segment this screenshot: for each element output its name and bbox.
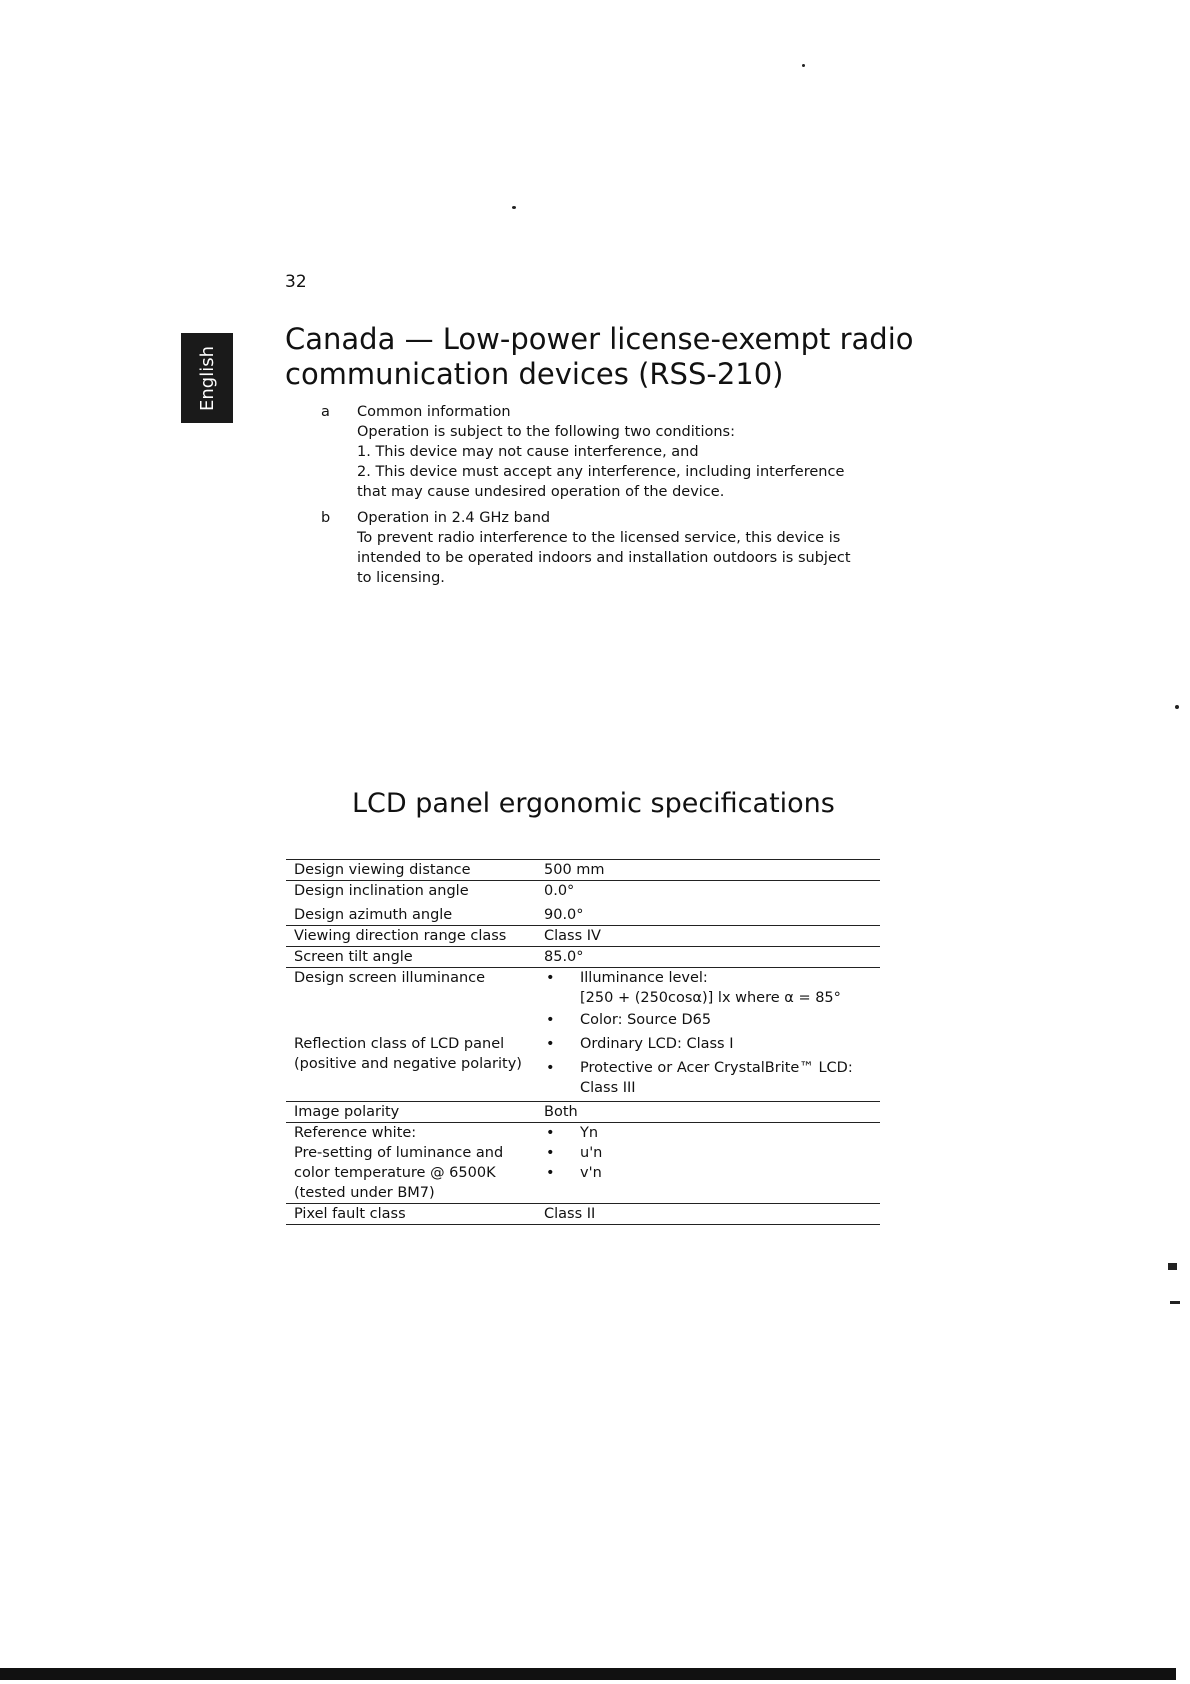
table-row <box>286 947 880 968</box>
page-number: 32 <box>285 272 307 292</box>
scan-speck <box>802 64 805 67</box>
spec-value: Both <box>536 1102 880 1123</box>
spec-label: Image polarity <box>286 1102 536 1123</box>
list-item <box>544 968 872 1008</box>
spec-value: Class IV <box>536 926 880 947</box>
spec-value <box>536 968 880 1031</box>
spec-label: Screen tilt angle <box>286 947 536 968</box>
bullet-text: Illuminance level: <box>580 970 708 986</box>
list-item <box>544 1143 872 1163</box>
list-item <box>544 1163 872 1183</box>
list-item <box>544 1010 872 1030</box>
scan-speck <box>1170 1301 1180 1304</box>
language-side-tab <box>181 333 233 423</box>
spec-value: 0.0° <box>536 881 880 902</box>
spec-label-line: (positive and negative polarity) <box>294 1056 522 1072</box>
spec-label: Pixel fault class <box>286 1204 536 1225</box>
item-line: to licensing. <box>357 570 445 586</box>
bullet-text: Class III <box>580 1080 636 1096</box>
scan-speck <box>1175 705 1179 709</box>
item-letter: a <box>321 404 330 420</box>
item-text <box>357 402 887 502</box>
table-row <box>286 968 880 1031</box>
spec-value: 85.0° <box>536 947 880 968</box>
bullet-text: Yn <box>580 1125 599 1141</box>
spec-value <box>536 1030 880 1102</box>
spec-label-line: Reference white: <box>294 1125 417 1141</box>
list-item <box>544 1034 872 1054</box>
item-letter: b <box>321 510 331 526</box>
lcd-specs-title: LCD panel ergonomic specifications <box>352 788 835 819</box>
canada-section-title <box>285 322 925 392</box>
canada-title-line-2: communication devices (RSS-210) <box>285 357 784 391</box>
item-line: Operation in 2.4 GHz band <box>357 510 551 526</box>
item-line: 1. This device may not cause interference, and <box>357 444 699 460</box>
bottom-rule <box>0 1668 1176 1680</box>
spec-label <box>286 1030 536 1102</box>
spec-label-line: Pre-setting of luminance and <box>294 1145 504 1161</box>
spec-value: 500 mm <box>536 860 880 881</box>
item-line: that may cause undesired operation of the device. <box>357 484 725 500</box>
table-row <box>286 1102 880 1123</box>
spec-label: Design screen illuminance <box>286 968 536 1031</box>
language-side-tab-label: English <box>196 345 218 411</box>
table-row <box>286 926 880 947</box>
spec-value: Class II <box>536 1204 880 1225</box>
canada-title-line-1: Canada — Low-power license-exempt radio <box>285 322 914 356</box>
bullet-text: u'n <box>580 1145 603 1161</box>
item-line: intended to be operated indoors and installation outdoors is subject <box>357 550 851 566</box>
bullet-text: Ordinary LCD: Class I <box>580 1036 734 1052</box>
item-line: 2. This device must accept any interference, including interference <box>357 464 845 480</box>
spec-label: Design viewing distance <box>286 860 536 881</box>
table-row <box>286 860 880 881</box>
item-line: Operation is subject to the following two conditions: <box>357 424 735 440</box>
scan-speck <box>1168 1263 1177 1270</box>
table-row <box>286 881 880 902</box>
table-row <box>286 1030 880 1102</box>
table-row <box>286 1123 880 1204</box>
scan-speck <box>512 206 516 209</box>
table-row <box>286 901 880 926</box>
bullet-text: [250 + (250cosα)] lx where α = 85° <box>580 990 841 1006</box>
list-item <box>544 1058 872 1098</box>
spec-label: Design azimuth angle <box>294 907 453 923</box>
spec-label: Design inclination angle <box>286 881 536 902</box>
item-line: To prevent radio interference to the licensed service, this device is <box>357 530 841 546</box>
spec-label-line: Reflection class of LCD panel <box>294 1036 505 1052</box>
list-item <box>544 1123 872 1143</box>
spec-label: Viewing direction range class <box>286 926 536 947</box>
bullet-text: Color: Source D65 <box>580 1012 712 1028</box>
bullet-text: Protective or Acer CrystalBrite™ LCD: <box>580 1060 853 1076</box>
spec-label <box>286 1123 536 1204</box>
item-text <box>357 508 887 588</box>
table-row <box>286 1204 880 1225</box>
spec-label-line: (tested under BM7) <box>294 1185 435 1201</box>
spec-value: 90.0° <box>544 907 584 923</box>
item-line: Common information <box>357 404 511 420</box>
bullet-text: v'n <box>580 1165 602 1181</box>
lcd-specs-table <box>286 859 880 1225</box>
spec-value <box>536 1123 880 1204</box>
spec-label-line: color temperature @ 6500K <box>294 1165 496 1181</box>
